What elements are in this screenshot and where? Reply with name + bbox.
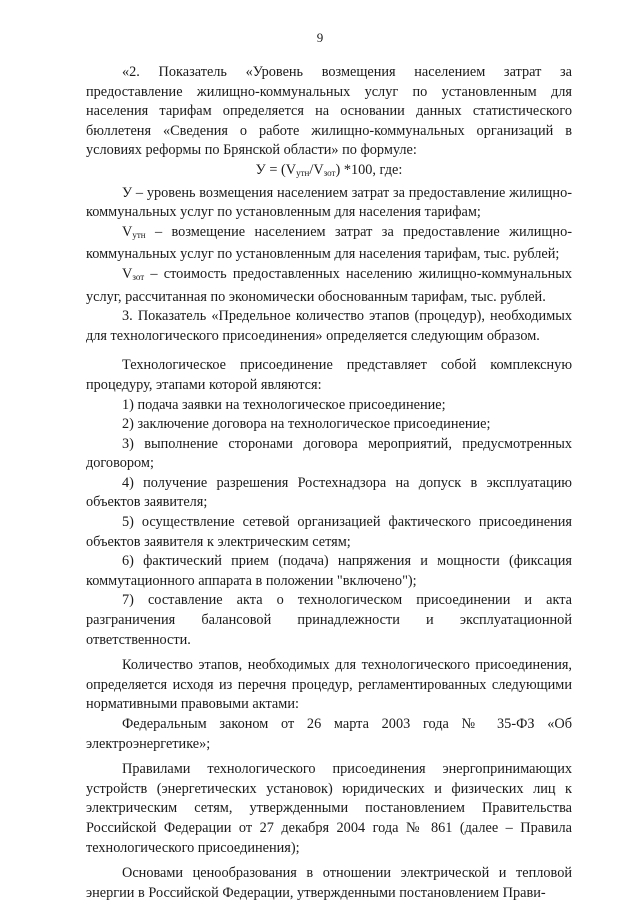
definition-v-utn — [86, 223, 572, 265]
paragraph-federal-law: Федеральным законом от 26 марта 2003 года № 35-ФЗ «Об электроэнергетике»; — [86, 716, 572, 752]
var-subscript-zot: зот — [132, 271, 145, 282]
paragraph-stage-count: Количество этапов, необходимых для технологического присоединения, определяется исходя из перечня процедур, регламентированных следующими нормативными правовыми актами: — [86, 657, 572, 713]
formula-suffix: ) *100, где: — [335, 161, 403, 178]
paragraph-pricing-basics: Основами ценообразования в отношении электрической и тепловой энергии в Российской Федерации, утвержденными постановлением Прави- — [86, 865, 572, 901]
var-subscript-utn: утн — [132, 229, 146, 240]
formula-prefix: У = (V — [255, 161, 297, 178]
definition-v-zot — [86, 265, 572, 307]
paragraph-connection-rules: Правилами технологического присоединения энергопринимающих устройств (энергетических установок) юридических и физических лиц к электрическим сетям, утвержденными постановлением Правительства Российской Федерации от 27 декабря 2004 года № 861 (далее – Правила технологического присоединения); — [86, 761, 572, 856]
paragraph-indicator-2: «2. Показатель «Уровень возмещения населением затрат за предоставление жилищно-коммунальных услуг по установленным для населения тарифам определяется на основании данных статистического бюллетеня «Сведения о работе жилищно-коммунальных организаций в условиях реформы по Брянской области» по формуле: — [86, 64, 572, 159]
formula-subscript-zot: зот — [323, 167, 336, 178]
list-item-2: 2) заключение договора на технологическое присоединение; — [122, 416, 491, 433]
formula-subscript-utn: утн — [296, 167, 310, 178]
list-item-5: 5) осуществление сетевой организацией фактического присоединения объектов заявителя к электрическим сетям; — [86, 514, 572, 550]
formula — [86, 161, 572, 184]
list-item-3: 3) выполнение сторонами договора мероприятий, предусмотренных договором; — [86, 435, 572, 472]
paragraph-connection-intro: Технологическое присоединение представляет собой комплексную процедуру, этапами которой являются: — [86, 357, 572, 393]
list-item-6: 6) фактический прием (подача) напряжения и мощности (фиксация коммутационного аппарата в положении "включено"); — [86, 553, 572, 589]
definition-u: У – уровень возмещения населением затрат за предоставление жилищно-коммунальных услуг по установленным для населения тарифам; — [86, 184, 572, 221]
page-number: 9 — [316, 30, 324, 45]
var-v: V — [122, 265, 133, 282]
paragraph-indicator-3: 3. Показатель «Предельное количество этапов (процедур), необходимых для технологического присоединения» определяется следующим образом. — [86, 308, 572, 344]
list-item-4: 4) получение разрешения Ростехнадзора на допуск в эксплуатацию объектов заявителя; — [86, 474, 572, 511]
list-item-7: 7) составление акта о технологическом присоединении и акта разграничения балансовой принадлежности и эксплуатационной ответственности. — [86, 592, 572, 648]
formula-divider: /V — [309, 161, 324, 178]
var-v: V — [122, 223, 133, 240]
definition-v-utn-text: – возмещение населением затрат за предоставление жилищно-коммунальных услуг по установленным для населения тарифам, тыс. рублей; — [86, 223, 572, 263]
document-body — [86, 63, 572, 903]
list-item-1: 1) подача заявки на технологическое присоединение; — [122, 396, 446, 413]
definition-v-zot-text: – стоимость предоставленных населению жилищно-коммунальных услуг, рассчитанная по экономически обоснованным тарифам, тыс. рублей. — [86, 265, 572, 305]
